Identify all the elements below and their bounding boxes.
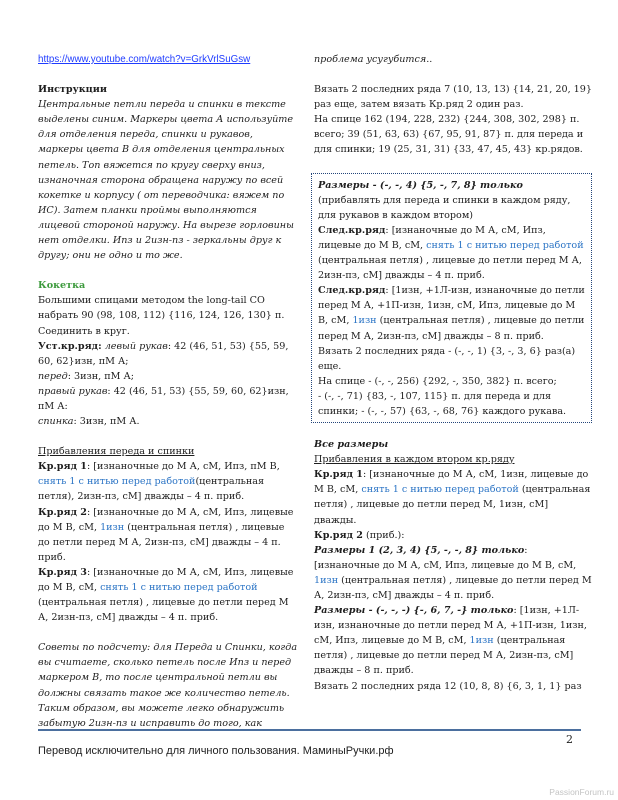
setup-label: Уст.кр.ряд: xyxy=(38,340,102,352)
continuation-text: проблема усугубится.. xyxy=(314,54,433,65)
round-2-text-a: : [изнаночные до М А, сМ, Ипз, лицевые до М В, сМ, xyxy=(38,506,294,533)
round-3 xyxy=(38,565,298,625)
setup-right-sleeve-value: : 42 (46, 51, 53) {55, 59, 60, 62}изн, пМ А: xyxy=(38,385,289,412)
sizes-box xyxy=(311,173,592,424)
setup-front-value: : 3изн, пМ А; xyxy=(67,370,135,382)
box-round-2 xyxy=(318,283,587,343)
sizes-1-text xyxy=(314,558,592,603)
footer-divider xyxy=(38,729,581,731)
repeat-text: Вязать 2 последних ряда 7 (10, 13, 13) {14, 21, 20, 19} раз еще, затем вязать Кр.ряд 2 один раз. xyxy=(314,84,592,111)
setup-back-label: спинка xyxy=(38,416,74,428)
box-round-1 xyxy=(318,223,587,283)
setup-row xyxy=(38,339,298,369)
box-round-2-text-a: : [1изн, +1Л-изн, изнаночные до петли перед М А, +1П-изн, 1изн, сМ, Ипз, лицевые до М В, сМ, xyxy=(318,285,585,327)
box-round-1-text-a: : [изнаночные до М А, сМ, Ипз, лицевые до М В, сМ, xyxy=(318,224,546,251)
setup-back-value: : 3изн, пМ А. xyxy=(73,416,140,428)
instructions-title: Инструкции xyxy=(38,84,107,96)
watermark: PassionForum.ru xyxy=(549,787,614,797)
round-1-text-a: : [изнаночные до М А, сМ, Ипз, пМ В, xyxy=(86,461,280,473)
round-2-label: Кр.ряд 2 xyxy=(38,506,87,518)
left-column xyxy=(38,52,298,731)
sizes-2 xyxy=(314,603,592,678)
setup-front xyxy=(38,369,298,384)
sizes-1-title: Размеры 1 (2, 3, 4) {5, -, -, 8} только: xyxy=(314,544,528,556)
all-round-2 xyxy=(314,528,592,543)
box-round-2-label: След.кр.ряд xyxy=(318,285,386,297)
box-round-1-label: След.кр.ряд xyxy=(318,224,386,236)
round-1-central-stitch: снять 1 с нитью перед работой xyxy=(38,476,196,488)
round-2 xyxy=(38,505,298,565)
instructions-text: Центральные петли переда и спинки в тексте выделены синим. Маркеры цвета А используйте для отделения переда, спинки и рукавов, маркеры цвета В для отделения центральных петель. Топ вяжется по кругу сверху вниз, изнаночная сторона обращена наружу по всей кокетке и корпусу ( от переводчика: вяжем по ИС). Затем планки проймы выполняются лицевой стороной наружу. На вырезе горловины нет отделки. Ипз и 2изн-пз - зеркальны друг к другу; они не одно и то же. xyxy=(38,99,294,262)
sizes-box-subtitle: (прибавлять для переда и спинки в каждом ряду, для рукавов в каждом втором) xyxy=(318,194,571,221)
setup-back xyxy=(38,414,298,429)
sizes-2-text-b: (центральная петля) , лицевые до петли перед М А, 2изн-пз, сМ] дважды – 8 п. приб. xyxy=(314,635,574,677)
round-1-text-b: (центральная петля), 2изн-пз, сМ] дважды – 4 п. приб. xyxy=(38,476,265,503)
sizes-2-central-stitch: 1изн xyxy=(469,635,494,647)
all-round-1-text-b: (центральная петля) , лицевые до петли перед М, 1изн, сМ] дважды. xyxy=(314,484,591,526)
box-round-2-central-stitch: 1изн xyxy=(352,315,377,327)
all-sizes-subtitle: Прибавления в каждом втором кр.ряду xyxy=(314,454,515,466)
round-2-central-stitch: 1изн xyxy=(100,521,125,533)
sizes-2-label: Размеры - (-, -, -) {-, 6, 7, -} только xyxy=(314,605,514,617)
round-3-central-stitch: снять 1 с нитью перед работой xyxy=(100,582,258,593)
all-round-1-text-a: : [изнаночные до М А, сМ, 1изн, лицевые до М В, сМ, xyxy=(314,469,589,496)
sizes-2-text-a: : [1изн, +1Л-изн, изнаночные до петли перед М А, +1П-изн, 1изн, сМ, Ипз, лицевые до М В, сМ, xyxy=(314,605,587,647)
round-3-label: Кр.ряд 3 xyxy=(38,566,87,578)
all-round-1-central-stitch: снять 1 с нитью перед работой xyxy=(361,484,519,496)
round-1 xyxy=(38,459,298,504)
sizes-1-label: Размеры 1 (2, 3, 4) {5, -, -, 8} только xyxy=(314,544,525,556)
round-1-label: Кр.ряд 1 xyxy=(38,461,87,473)
box-needle-total: На спице - (-, -, 256) {292, -, 350, 382} п. всего; xyxy=(318,375,557,387)
increases-title: Прибавления переда и спинки xyxy=(38,446,195,458)
box-round-1-text-b: (центральная петля) , лицевые до петли перед М А, 2изн-пз, сМ] дважды – 4 п. приб. xyxy=(318,255,582,282)
round-3-text-b: (центральная петля) , лицевые до петли перед М А, 2изн-пз, сМ] дважды – 4 п. приб. xyxy=(38,597,289,624)
all-round-2-text: (приб.): xyxy=(362,529,405,541)
setup-left-sleeve-value: : 42 (46, 51, 53) {55, 59, 60, 62}изн, пМ А; xyxy=(38,340,289,367)
all-round-1-label: Кр.ряд 1 xyxy=(314,469,363,481)
sizes-1-central-stitch: 1изн xyxy=(314,574,339,586)
right-column xyxy=(314,52,592,694)
setup-front-label: перед xyxy=(38,370,68,382)
box-round-1-central-stitch: снять 1 с нитью перед работой xyxy=(426,239,584,251)
box-per-part: - (-, -, 71) {83, -, 107, 115} п. для переда и для спинки; - (-, -, 57) {63, -, 68, 76} каждого рукава. xyxy=(318,390,567,417)
round-3-text-a: : [изнаночные до М А, сМ, Ипз, лицевые до М В, сМ, xyxy=(38,566,294,593)
sizes-box-title: Размеры - (-, -, 4) {5, -, 7, 8} только xyxy=(318,179,523,191)
last-repeat: Вязать 2 последних ряда 12 (10, 8, 8) {6, 3, 1, 1} раз xyxy=(314,680,582,692)
counting-tips: Советы по подсчету: для Переда и Спинки, когда вы считаете, сколько петель после Ипз и перед маркером В, то после центральной петли вы должны связать такое же количество петель. Таким образом, вы можете легко обнаружить забытую 2изн-пз и исправить до того, как xyxy=(38,642,298,729)
all-round-1 xyxy=(314,467,592,527)
needle-count-text: На спице 162 (194, 228, 232) {244, 308, 302, 298} п. всего; 39 (51, 63, 63) {67, 95, 91, 87} п. для переда и для спинки; 19 (25, 31, 31) {33, 47, 45, 43} кр.рядов. xyxy=(314,114,584,156)
all-sizes-title: Все размеры xyxy=(314,439,389,451)
box-repeat: Вязать 2 последних ряда - (-, -, 1) {3, -, 3, 6} раз(а) еще. xyxy=(318,345,576,372)
yoke-text: Большими спицами методом the long-tail CO набрать 90 (98, 108, 112) {116, 124, 126, 130} п. Соединить в круг. xyxy=(38,295,285,337)
setup-right-sleeve-label: правый рукав xyxy=(38,385,108,397)
youtube-link[interactable]: https://www.youtube.com/watch?v=GrkVrlSuGsw xyxy=(38,54,251,65)
sizes-1-text-b: (центральная петля) , лицевые до петли перед М А, 2изн-пз, сМ] дважды – 4 п. приб. xyxy=(314,574,592,601)
setup-left-sleeve-label: левый рукав xyxy=(104,340,168,352)
setup-right-sleeve xyxy=(38,384,298,414)
page-number: 2 xyxy=(566,733,573,746)
footer-text: Перевод исключительно для личного пользования. МаминыРучки.рф xyxy=(38,745,394,757)
yoke-title: Кокетка xyxy=(38,280,86,292)
round-2-text-b: (центральная петля) , лицевые до петли перед М А, 2изн-пз, сМ] дважды – 4 п. приб. xyxy=(38,521,285,563)
box-round-2-text-b: (центральная петля) , лицевые до петли перед М А, 2изн-пз, сМ] дважды – 8 п. приб. xyxy=(318,315,585,342)
all-round-2-label: Кр.ряд 2 xyxy=(314,529,363,541)
sizes-1-text-a: [изнаночные до М А, сМ, Ипз, лицевые до М В, сМ, xyxy=(314,559,577,571)
